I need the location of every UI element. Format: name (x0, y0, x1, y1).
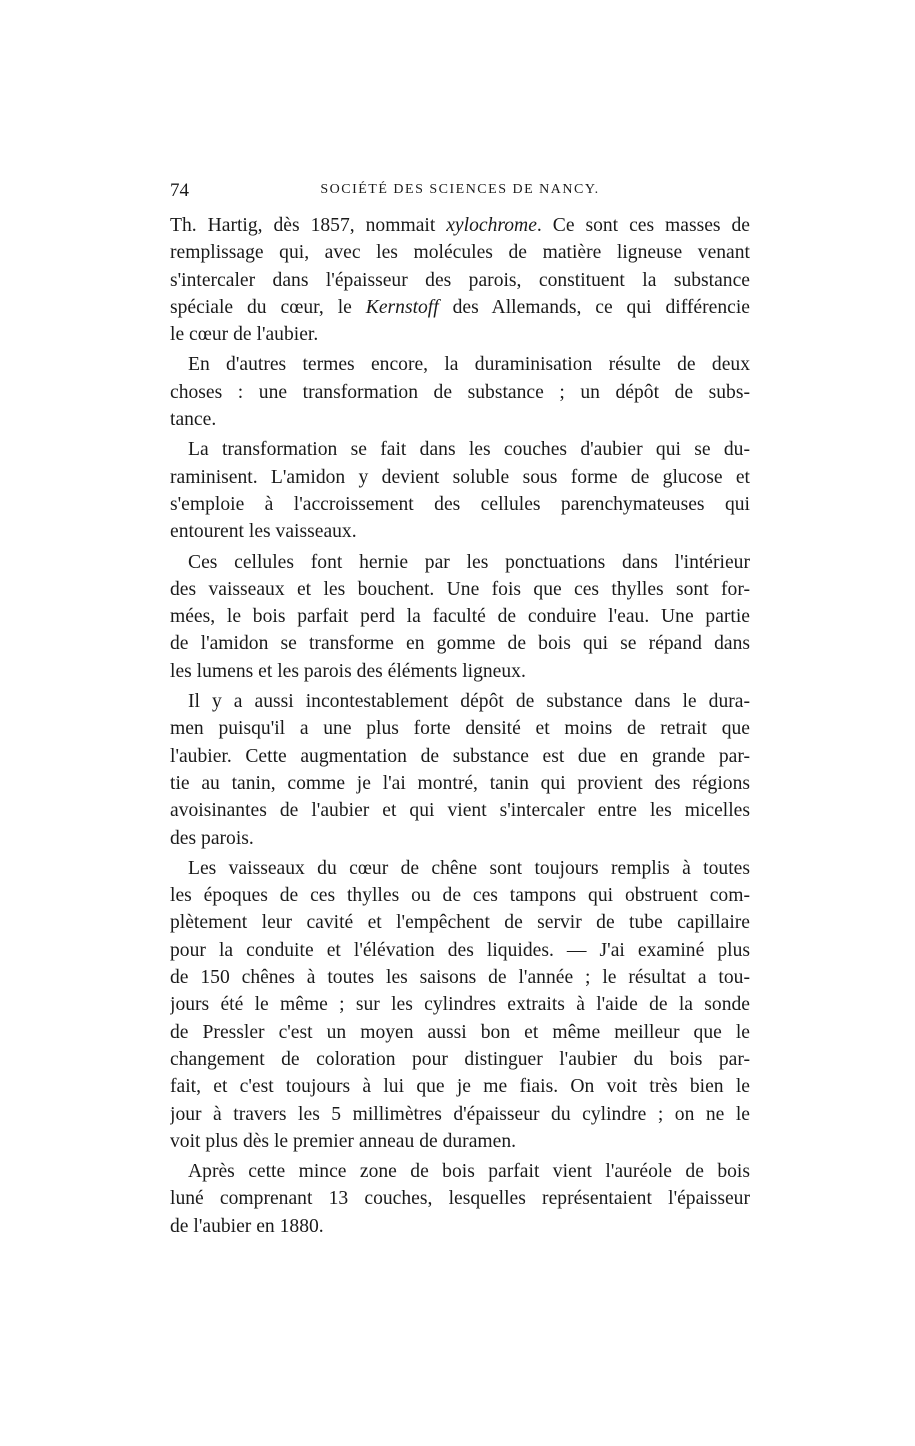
line-text: de Pressler c'est un moyen aussi bon et même meilleur que le (170, 1021, 750, 1043)
text-line (170, 797, 750, 824)
text-line (170, 379, 750, 406)
line-text: jour à travers les 5 millimètres d'épaisseur du cylindre ; on ne le (170, 1103, 750, 1125)
line-text: plètement leur cavité et l'empêchent de servir de tube capillaire (170, 912, 750, 934)
text-line (170, 825, 750, 852)
line-text: spéciale du cœur, le (170, 296, 366, 318)
line-text: des vaisseaux et les bouchent. Une fois que ces thylles sont for- (170, 578, 750, 600)
text-line (170, 267, 750, 294)
line-text: remplissage qui, avec les molécules de matière ligneuse venant (170, 242, 750, 264)
paragraph (170, 855, 750, 1155)
line-text: tance. (170, 409, 217, 431)
paragraph (170, 436, 750, 545)
text-line (170, 1101, 750, 1128)
text-line (170, 1046, 750, 1073)
text-line (170, 549, 750, 576)
line-text: avoisinantes de l'aubier et qui vient s'intercaler entre les micelles (170, 800, 750, 822)
text-line (170, 1073, 750, 1100)
text-line (170, 964, 750, 991)
line-text: de 150 chênes à toutes les saisons de l'année ; le résultat a tou- (170, 967, 750, 989)
line-text: des Allemands, ce qui différencie (438, 296, 750, 318)
paragraph (170, 212, 750, 348)
line-text: fait, et c'est toujours à lui que je me fiais. On voit très bien le (170, 1076, 750, 1098)
line-text: . Ce sont ces masses de (536, 215, 750, 236)
line-text: raminisent. L'amidon y devient soluble sous forme de glucose et (170, 466, 750, 488)
line-text: choses : une transformation de substance ; un dépôt de subs- (170, 381, 750, 403)
text-line (170, 1019, 750, 1046)
line-text: le cœur de l'aubier. (170, 324, 319, 346)
text-line (170, 1185, 750, 1212)
text-line (170, 658, 750, 685)
text-line (170, 855, 750, 882)
text-line (170, 688, 750, 715)
line-text: des parois. (170, 827, 254, 849)
text-line (170, 1213, 750, 1240)
line-text: Il y a aussi incontestablement dépôt de substance dans le dura- (188, 691, 750, 713)
line-text: de l'amidon se transforme en gomme de bois qui se répand dans (170, 633, 750, 655)
text-line (170, 518, 750, 545)
text-line (170, 436, 750, 463)
text-line (170, 743, 750, 770)
line-text: Th. Hartig, dès 1857, nommait (170, 215, 447, 236)
line-text: Après cette mince zone de bois parfait vient l'auréole de bois (188, 1161, 750, 1183)
line-text: entourent les vaisseaux. (170, 521, 357, 543)
text-line (170, 294, 750, 321)
line-text: voit plus dès le premier anneau de duramen. (170, 1130, 517, 1152)
page-number: 74 (170, 180, 189, 201)
line-text: luné comprenant 13 couches, lesquelles représentaient l'épaisseur (170, 1188, 750, 1210)
line-text: s'intercaler dans l'épaisseur des parois, constituent la substance (170, 269, 750, 291)
text-line (170, 770, 750, 797)
running-title: SOCIÉTÉ DES SCIENCES DE NANCY. (320, 182, 600, 197)
line-text: La transformation se fait dans les couches d'aubier qui se du- (188, 439, 750, 461)
italic-term: Kernstoff (365, 296, 439, 318)
line-text: jours été le même ; sur les cylindres extraits à l'aide de la sonde (170, 994, 750, 1016)
text-line (170, 909, 750, 936)
line-text: En d'autres termes encore, la duraminisation résulte de deux (188, 354, 750, 376)
text-line (170, 576, 750, 603)
text-line (170, 882, 750, 909)
text-line (170, 715, 750, 742)
body-text (170, 212, 750, 1240)
text-line (170, 1158, 750, 1185)
line-text: les lumens et les parois des éléments ligneux. (170, 660, 526, 682)
text-line (170, 630, 750, 657)
text-line (170, 321, 750, 348)
line-text: men puisqu'il a une plus forte densité et moins de retrait que (170, 718, 750, 740)
line-text: mées, le bois parfait perd la faculté de conduire l'eau. Une partie (170, 606, 750, 628)
italic-term: xylochrome (446, 215, 537, 236)
paragraph (170, 549, 750, 685)
text-line (170, 937, 750, 964)
line-text: de l'aubier en 1880. (170, 1215, 324, 1237)
paragraph (170, 1158, 750, 1240)
text-line (170, 1128, 750, 1155)
line-text: Ces cellules font hernie par les ponctuations dans l'intérieur (188, 551, 750, 573)
text-line (170, 603, 750, 630)
line-text: les époques de ces thylles ou de ces tampons qui obstruent com- (170, 885, 750, 907)
paragraph (170, 351, 750, 433)
line-text: l'aubier. Cette augmentation de substance est due en grande par- (170, 745, 750, 767)
line-text: tie au tanin, comme je l'ai montré, tanin qui provient des régions (170, 772, 750, 794)
page-header (170, 180, 750, 206)
line-text: s'emploie à l'accroissement des cellules parenchymateuses qui (170, 493, 750, 515)
line-text: pour la conduite et l'élévation des liquides. — J'ai examiné plus (170, 939, 750, 961)
paragraph (170, 688, 750, 852)
line-text: changement de coloration pour distinguer l'aubier du bois par- (170, 1048, 750, 1070)
text-line (170, 991, 750, 1018)
text-line (170, 239, 750, 266)
text-line (170, 491, 750, 518)
text-line (170, 406, 750, 433)
text-line (170, 351, 750, 378)
text-line (170, 464, 750, 491)
text-line (170, 212, 750, 239)
line-text: Les vaisseaux du cœur de chêne sont toujours remplis à toutes (188, 857, 750, 879)
